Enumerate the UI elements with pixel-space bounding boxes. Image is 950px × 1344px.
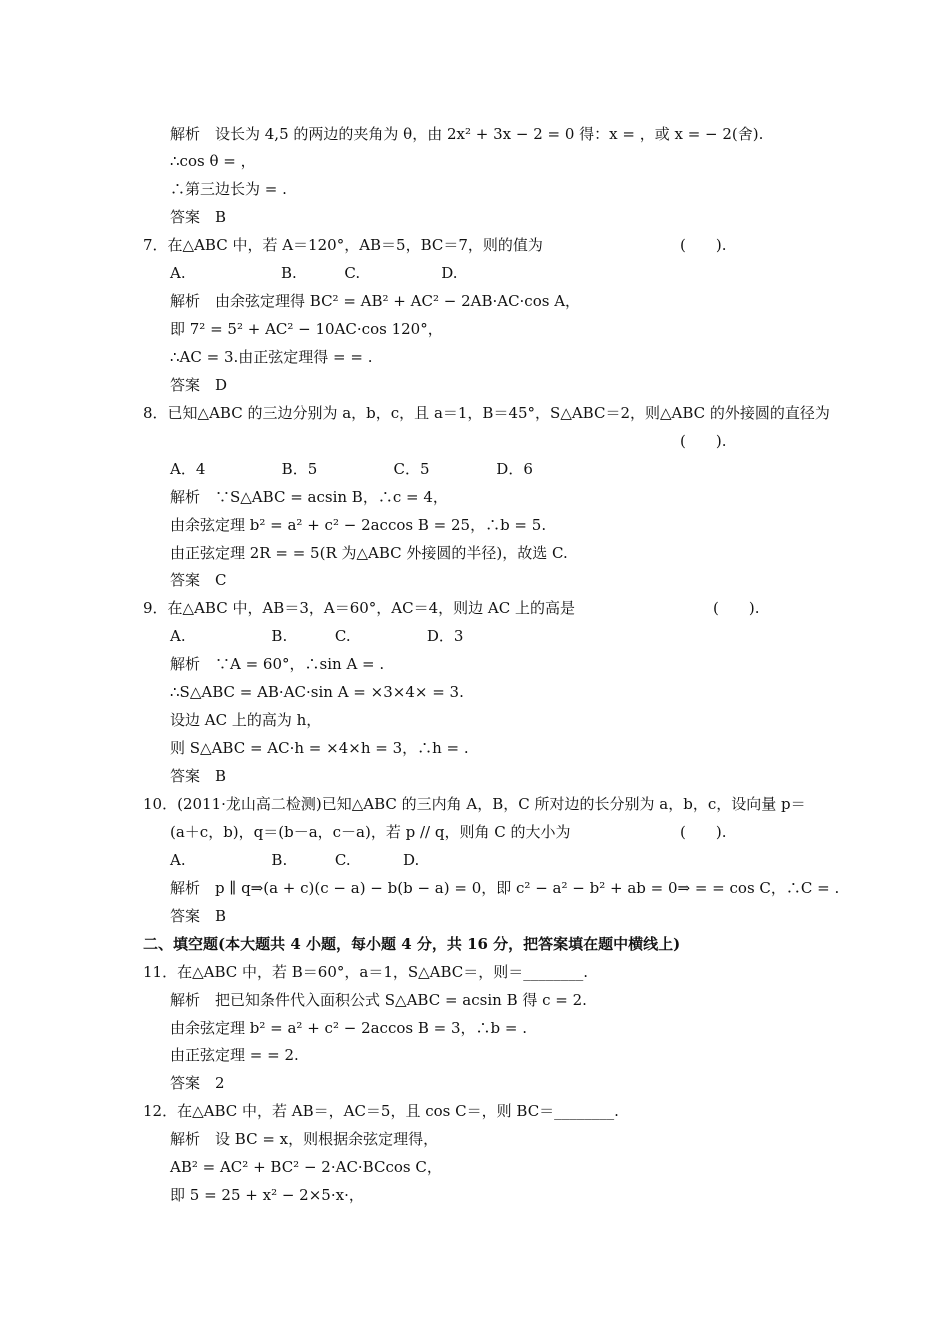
question-11: 11．在△ABC 中，若 B＝60°，a＝1，S△ABC＝，则＝________. (143, 963, 589, 981)
answer-paren: ( ). (680, 432, 727, 450)
text-line: 解析 设长为 4,5 的两边的夹角为 θ，由 2x² + 3x − 2 = 0 得：x = ，或 x = − 2(舍). (170, 125, 764, 143)
options-line: A. B. C. D. (170, 851, 420, 869)
options-line: A. B. C. D. (170, 264, 458, 282)
text-line: 设边 AC 上的高为 h， (170, 711, 322, 729)
text-line: 即 7² = 5² + AC² − 10AC·cos 120°， (170, 320, 443, 338)
text-line: ∴cos θ = ， (170, 152, 256, 170)
question-7: 7．在△ABC 中，若 A＝120°，AB＝5，BC＝7，则的值为 (143, 236, 543, 254)
answer-paren: ( ). (680, 236, 727, 254)
question-8: 8．已知△ABC 的三边分别为 a，b，c，且 a＝1，B＝45°，S△ABC＝2，则△ABC 的外接圆的直径为 (143, 404, 830, 422)
answer-line: 答案 2 (170, 1074, 225, 1092)
options-line: A．4 B．5 C．5 D．6 (170, 460, 533, 478)
text-line: 解析 ∵A = 60°，∴sin A = . (170, 655, 385, 673)
text-line: 由余弦定理 b² = a² + c² − 2accos B = 25，∴b = 5. (170, 516, 547, 534)
text-line: 解析 ∵S△ABC = acsin B，∴c = 4， (170, 488, 448, 506)
text-line: 由余弦定理 b² = a² + c² − 2accos B = 3，∴b = . (170, 1019, 527, 1037)
text-line: 由正弦定理 = = 2. (170, 1046, 299, 1064)
text-line: AB² = AC² + BC² − 2·AC·BCcos C， (170, 1158, 442, 1176)
question-9: 9．在△ABC 中，AB＝3，A＝60°，AC＝4，则边 AC 上的高是 (143, 599, 575, 617)
text-line: 即 5 = 25 + x² − 2×5·x·， (170, 1186, 364, 1204)
text-line: (a＋c，b)，q＝(b－a，c－a)，若 p // q，则角 C 的大小为 (170, 823, 571, 841)
answer-paren: ( ). (680, 823, 727, 841)
text-line: 解析 设 BC = x，则根据余弦定理得， (170, 1130, 439, 1148)
text-line: 解析 把已知条件代入面积公式 S△ABC = acsin B 得 c = 2. (170, 991, 587, 1009)
text-line: ∴第三边长为 = . (170, 180, 287, 198)
answer-line: 答案 C (170, 571, 227, 589)
answer-line: 答案 D (170, 376, 228, 394)
question-10: 10．(2011·龙山高二检测)已知△ABC 的三内角 A，B，C 所对边的长分别为 a，b，c，设向量 p＝ (143, 795, 806, 813)
text-line: 则 S△ABC = AC·h = ×4×h = 3，∴h = . (170, 739, 469, 757)
answer-line: 答案 B (170, 208, 227, 226)
section-heading: 二、填空题(本大题共 4 小题，每小题 4 分，共 16 分，把答案填在题中横线上) (143, 935, 681, 953)
text-line: 由正弦定理 2R = = 5(R 为△ABC 外接圆的半径)，故选 C. (170, 544, 568, 562)
text-line: 解析 由余弦定理得 BC² = AB² + AC² − 2AB·AC·cos A， (170, 292, 581, 310)
question-12: 12．在△ABC 中，若 AB＝，AC＝5，且 cos C＝，则 BC＝________. (143, 1102, 619, 1120)
answer-line: 答案 B (170, 767, 227, 785)
text-line: ∴AC = 3.由正弦定理得 = = . (170, 348, 373, 366)
answer-paren: ( ). (713, 599, 760, 617)
options-line: A. B. C. D．3 (170, 627, 464, 645)
text-line: ∴S△ABC = AB·AC·sin A = ×3×4× = 3. (170, 683, 464, 701)
answer-line: 答案 B (170, 907, 227, 925)
text-line: 解析 p ∥ q⇒(a + c)(c − a) − b(b − a) = 0，即 c² − a² − b² + ab = 0⇒ = = cos C，∴C = . (170, 879, 840, 897)
